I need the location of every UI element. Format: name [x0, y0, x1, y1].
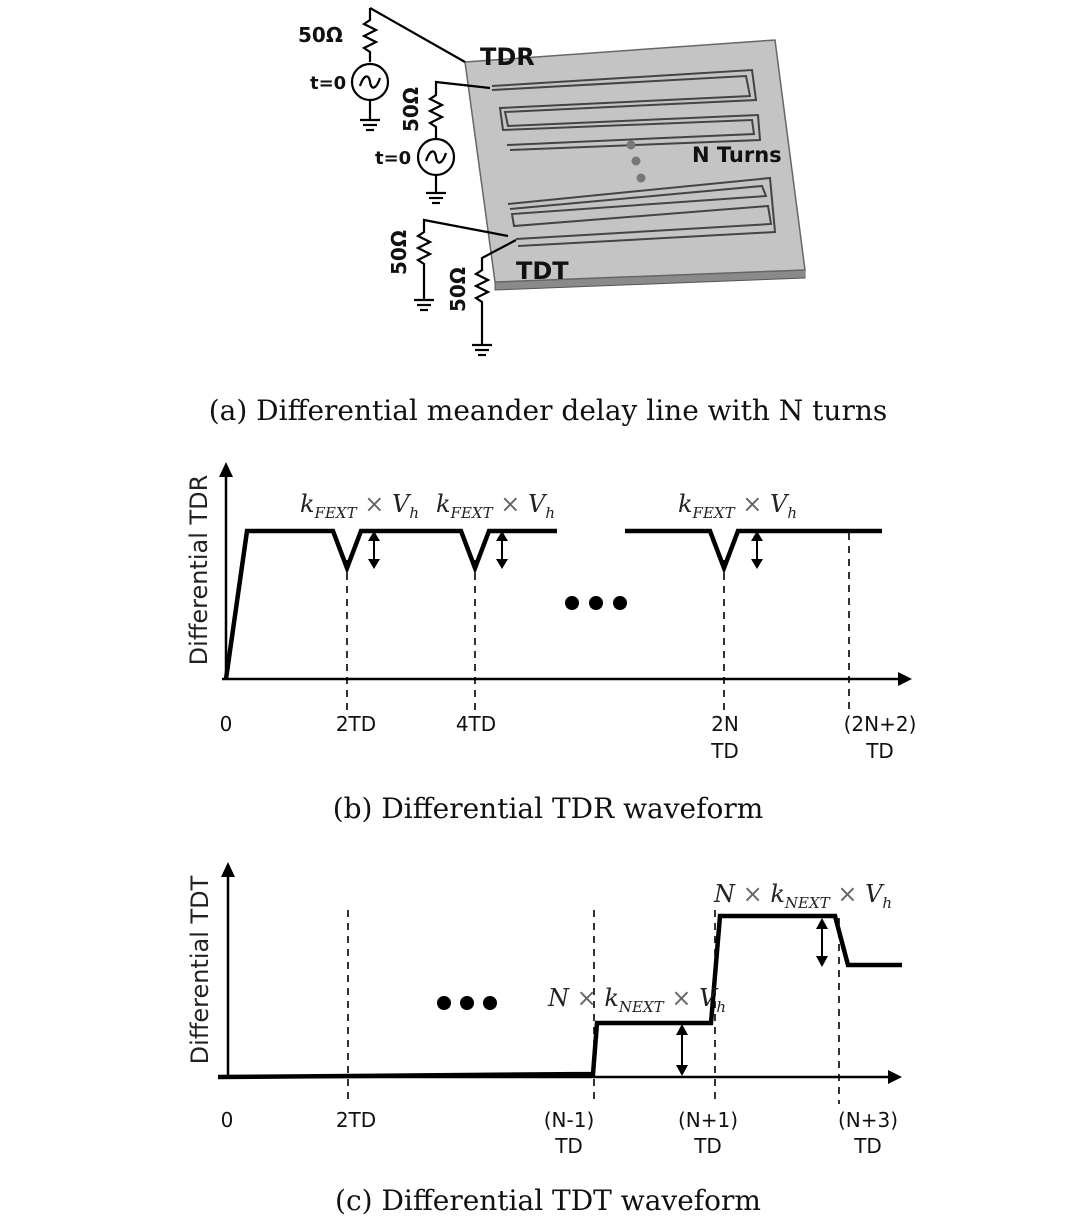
- tick-label: 2TD: [335, 1108, 377, 1132]
- resistor-2-label: 50Ω: [399, 87, 423, 132]
- ellipsis-dot: [460, 996, 474, 1010]
- tick-label: TD: [866, 739, 894, 763]
- panel-c-tdt-waveform: [186, 862, 902, 1217]
- resistor-1-label: 50Ω: [298, 23, 343, 47]
- y-axis-arrow: [221, 862, 235, 877]
- panel-b-tdr-waveform: [185, 462, 916, 825]
- tick-label: TD: [711, 739, 739, 763]
- tick-label: 2N: [711, 712, 739, 736]
- ellipsis-dot: [483, 996, 497, 1010]
- tdr-label: TDR: [480, 43, 535, 71]
- tick-label: 0: [219, 712, 233, 736]
- tick-label: 0: [220, 1108, 234, 1132]
- x-axis-arrow: [888, 1070, 902, 1084]
- tick-label: (2N+2): [843, 712, 917, 736]
- resistor-1: [364, 8, 376, 62]
- caption-a: (a) Differential meander delay line with N turns: [208, 394, 888, 427]
- tdt-label: TDT: [516, 257, 569, 285]
- y-axis-arrow: [219, 462, 233, 477]
- caption-b: (b) Differential TDR waveform: [332, 792, 764, 825]
- ellipsis-dot: [437, 996, 451, 1010]
- tdr-waveform: [226, 531, 557, 679]
- svg-text:N × kNEXT × Vh: $N \times k_{NEXT} \times V_h$: [714, 880, 893, 912]
- ellipsis-dot: [565, 596, 579, 610]
- ellipsis-dot: [589, 596, 603, 610]
- svg-text:kFEXT × Vh: $k_{FEXT} \times V_h$: [300, 490, 419, 522]
- y-axis-label: Differential TDR: [185, 474, 213, 666]
- tick-label: (N+1): [677, 1108, 739, 1132]
- x-axis-arrow: [898, 672, 912, 686]
- tick-label: TD: [555, 1134, 583, 1158]
- ellipsis-dot: [613, 596, 627, 610]
- fext-annotation-3: [678, 490, 797, 522]
- tick-label: TD: [854, 1134, 882, 1158]
- n-turns-label: N Turns: [692, 143, 782, 167]
- tick-label: (N+3): [837, 1108, 899, 1132]
- svg-text:N × kNEXT × Vh: $N \times k_{NEXT} \times V_h$: [548, 984, 727, 1016]
- t0-label-1: t=0: [310, 73, 347, 94]
- next-annotation-1: [547, 984, 726, 1016]
- t0-label-2: t=0: [375, 148, 412, 169]
- tick-label: (N-1): [543, 1108, 595, 1132]
- source-1: [298, 8, 465, 130]
- svg-text:kFEXT × Vh: $k_{FEXT} \times V_h$: [678, 490, 797, 522]
- svg-text:kFEXT × Vh: $k_{FEXT} \times V_h$: [436, 490, 555, 522]
- resistor-3-label: 50Ω: [387, 230, 411, 275]
- caption-c: (c) Differential TDT waveform: [335, 1184, 761, 1217]
- ellipsis-dot: [632, 157, 641, 166]
- tdr-dip-arrows: [368, 531, 763, 569]
- ellipsis-dot: [627, 141, 636, 150]
- fext-annotation-1: [300, 490, 419, 522]
- resistor-4-label: 50Ω: [446, 267, 470, 312]
- fext-annotation-2: [436, 490, 555, 522]
- tick-label: TD: [694, 1134, 722, 1158]
- tick-label: 2TD: [335, 712, 377, 736]
- y-axis-label: Differential TDT: [186, 875, 214, 1065]
- ellipsis-dot: [637, 174, 646, 183]
- panel-a-circuit: [209, 8, 888, 427]
- next-annotation-2: [713, 880, 892, 912]
- tick-label: 4TD: [455, 712, 497, 736]
